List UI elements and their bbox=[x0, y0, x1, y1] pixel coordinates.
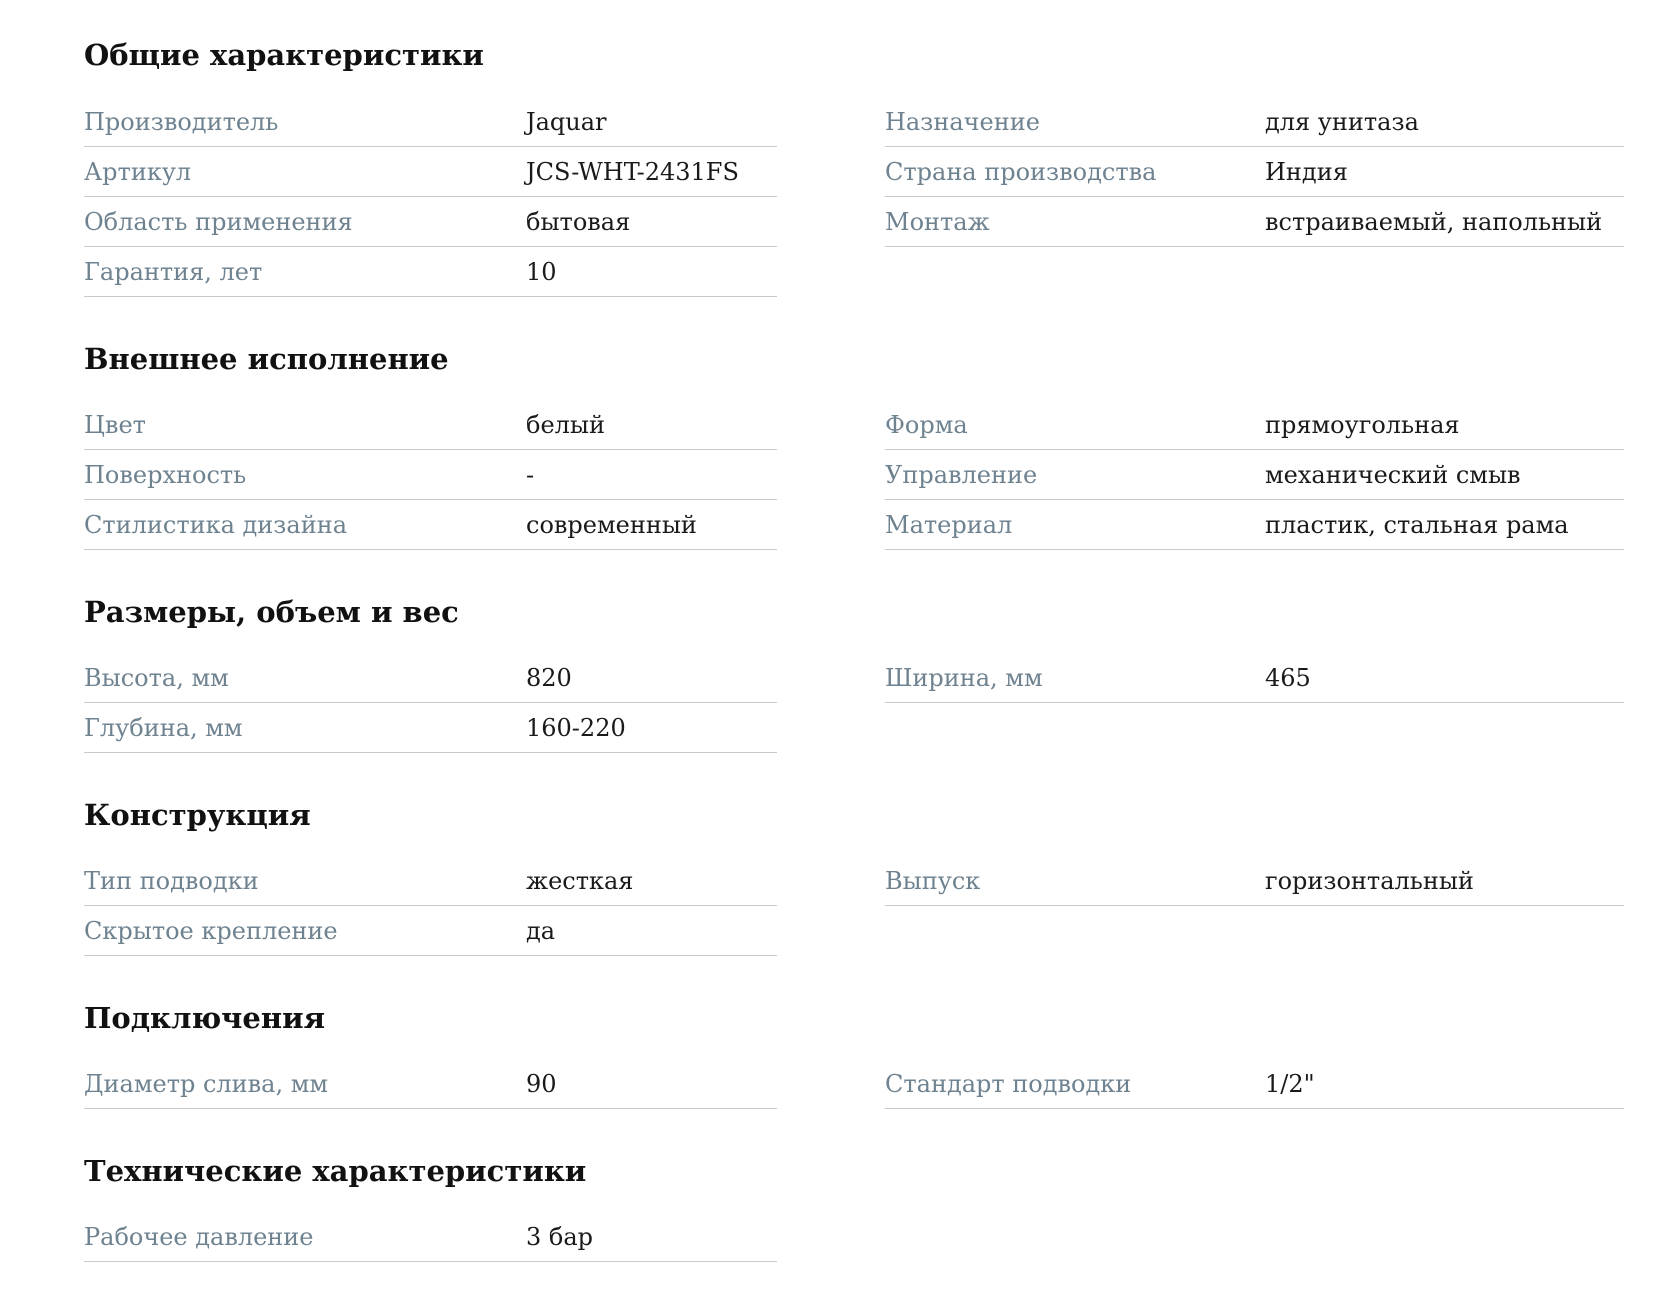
spec-value: пластик, стальная рама bbox=[1265, 510, 1569, 539]
spec-row bbox=[84, 1212, 777, 1262]
spec-value: современный bbox=[526, 510, 697, 539]
section-dimensions bbox=[84, 550, 1624, 753]
spec-column-left bbox=[84, 400, 777, 550]
section-technical bbox=[84, 1109, 1624, 1262]
section-title: Технические характеристики bbox=[84, 1154, 587, 1188]
spec-label: Назначение bbox=[885, 107, 1040, 136]
spec-column-right bbox=[885, 97, 1624, 247]
section-title: Внешнее исполнение bbox=[84, 342, 449, 376]
spec-value: прямоугольная bbox=[1265, 410, 1460, 439]
spec-label: Гарантия, лет bbox=[84, 257, 263, 286]
spec-row bbox=[885, 653, 1624, 703]
spec-row bbox=[885, 197, 1624, 247]
spec-value: Jaquar bbox=[526, 107, 607, 136]
spec-row bbox=[84, 400, 777, 450]
spec-grid bbox=[84, 1212, 1624, 1262]
spec-label: Стилистика дизайна bbox=[84, 510, 348, 539]
spec-row bbox=[84, 147, 777, 197]
spec-value: 90 bbox=[526, 1069, 557, 1098]
spec-grid bbox=[84, 856, 1624, 956]
section-construction bbox=[84, 753, 1624, 956]
spec-value: механический смыв bbox=[1265, 460, 1521, 489]
spec-grid bbox=[84, 1059, 1624, 1109]
spec-label: Выпуск bbox=[885, 866, 981, 895]
spec-value: для унитаза bbox=[1265, 107, 1419, 136]
spec-value: Индия bbox=[1265, 157, 1348, 186]
spec-label: Диаметр слива, мм bbox=[84, 1069, 329, 1098]
section-connections bbox=[84, 956, 1624, 1109]
section-title: Подключения bbox=[84, 1001, 326, 1035]
spec-row bbox=[84, 653, 777, 703]
section-title: Размеры, объем и вес bbox=[84, 595, 459, 629]
spec-row bbox=[84, 906, 777, 956]
section-title: Общие характеристики bbox=[84, 38, 484, 72]
spec-row bbox=[84, 247, 777, 297]
spec-label: Монтаж bbox=[885, 207, 990, 236]
section-appearance bbox=[84, 297, 1624, 550]
spec-value: 3 бар bbox=[526, 1222, 594, 1251]
spec-value: встраиваемый, напольный bbox=[1265, 207, 1603, 236]
spec-value: 820 bbox=[526, 663, 572, 692]
spec-value: горизонтальный bbox=[1265, 866, 1474, 895]
spec-value: да bbox=[526, 916, 556, 945]
spec-row bbox=[885, 1059, 1624, 1109]
spec-value: - bbox=[526, 460, 535, 489]
spec-row bbox=[84, 97, 777, 147]
spec-label: Поверхность bbox=[84, 460, 247, 489]
spec-row bbox=[885, 97, 1624, 147]
spec-column-left bbox=[84, 97, 777, 297]
spec-label: Рабочее давление bbox=[84, 1222, 314, 1251]
spec-value: JCS-WHT-2431FS bbox=[526, 157, 739, 186]
spec-row bbox=[84, 703, 777, 753]
spec-label: Цвет bbox=[84, 410, 146, 439]
spec-label: Глубина, мм bbox=[84, 713, 243, 742]
spec-row bbox=[885, 400, 1624, 450]
spec-value: 1/2" bbox=[1265, 1069, 1315, 1098]
spec-column-left bbox=[84, 856, 777, 956]
spec-label: Форма bbox=[885, 410, 968, 439]
spec-value: 160-220 bbox=[526, 713, 626, 742]
spec-row bbox=[84, 500, 777, 550]
spec-row bbox=[885, 500, 1624, 550]
spec-label: Артикул bbox=[84, 157, 192, 186]
spec-row bbox=[84, 197, 777, 247]
spec-column-left bbox=[84, 1059, 777, 1109]
spec-label: Область применения bbox=[84, 207, 353, 236]
spec-column-right bbox=[885, 400, 1624, 550]
spec-grid bbox=[84, 97, 1624, 297]
spec-column-left bbox=[84, 1212, 777, 1262]
spec-column-left bbox=[84, 653, 777, 753]
spec-label: Скрытое крепление bbox=[84, 916, 338, 945]
spec-label: Производитель bbox=[84, 107, 279, 136]
spec-value: бытовая bbox=[526, 207, 631, 236]
section-general bbox=[84, 0, 1624, 297]
spec-row bbox=[885, 450, 1624, 500]
spec-label: Страна производства bbox=[885, 157, 1157, 186]
spec-label: Стандарт подводки bbox=[885, 1069, 1132, 1098]
spec-label: Высота, мм bbox=[84, 663, 229, 692]
spec-column-right bbox=[885, 653, 1624, 703]
spec-column-right bbox=[885, 856, 1624, 906]
section-title: Конструкция bbox=[84, 798, 311, 832]
spec-row bbox=[84, 1059, 777, 1109]
spec-row bbox=[84, 856, 777, 906]
spec-label: Ширина, мм bbox=[885, 663, 1043, 692]
spec-value: жесткая bbox=[526, 866, 634, 895]
spec-row bbox=[84, 450, 777, 500]
specs-container bbox=[84, 0, 1624, 1262]
spec-row bbox=[885, 856, 1624, 906]
spec-value: 465 bbox=[1265, 663, 1311, 692]
spec-value: 10 bbox=[526, 257, 557, 286]
spec-label: Материал bbox=[885, 510, 1013, 539]
spec-grid bbox=[84, 653, 1624, 753]
spec-label: Тип подводки bbox=[84, 866, 259, 895]
spec-column-right bbox=[885, 1059, 1624, 1109]
spec-row bbox=[885, 147, 1624, 197]
spec-label: Управление bbox=[885, 460, 1038, 489]
spec-value: белый bbox=[526, 410, 605, 439]
spec-grid bbox=[84, 400, 1624, 550]
